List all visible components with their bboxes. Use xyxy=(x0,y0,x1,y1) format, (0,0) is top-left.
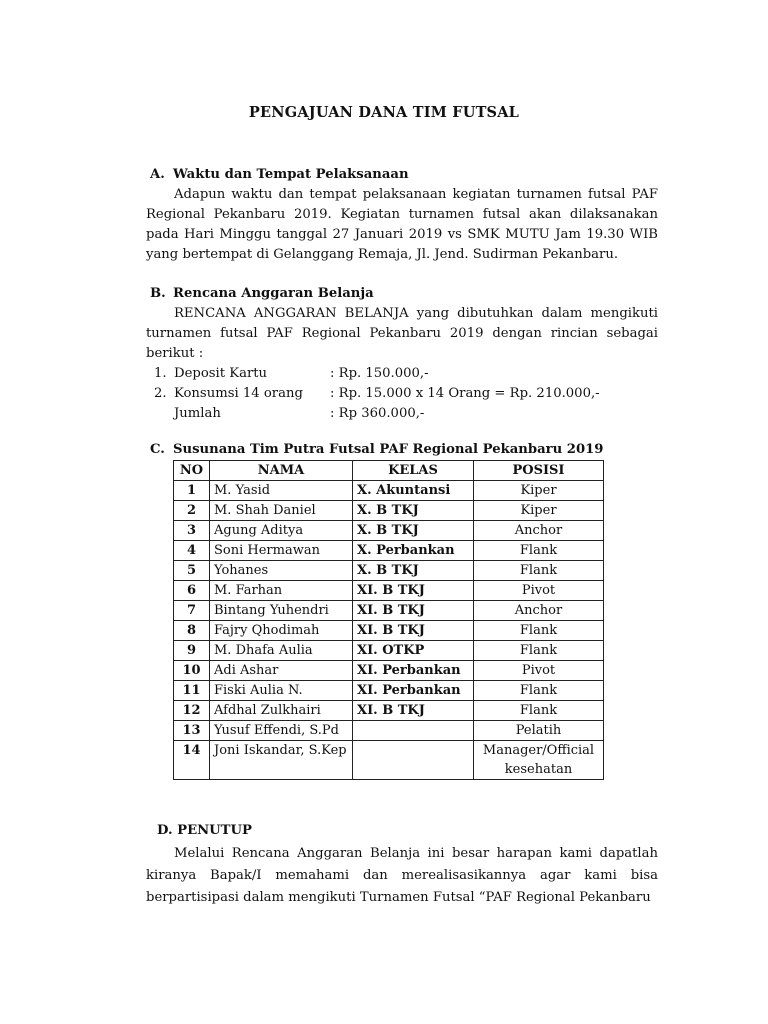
table-row xyxy=(174,721,604,741)
budget-item-number: 2. xyxy=(154,386,167,401)
section-a-heading xyxy=(146,165,658,185)
cell-no: 12 xyxy=(174,701,210,721)
table-row xyxy=(174,561,604,581)
budget-item-value: : Rp. 150.000,- xyxy=(330,366,429,381)
cell-no: 1 xyxy=(174,481,210,501)
cell-kelas: XI. Perbankan xyxy=(353,681,474,701)
cell-kelas xyxy=(353,741,474,780)
table-row xyxy=(174,741,604,780)
budget-item-label: Konsumsi 14 orang xyxy=(174,386,303,401)
cell-no: 7 xyxy=(174,601,210,621)
cell-nama: Yusuf Effendi, S.Pd xyxy=(210,721,353,741)
cell-nama: M. Shah Daniel xyxy=(210,501,353,521)
cell-no: 11 xyxy=(174,681,210,701)
cell-posisi: Flank xyxy=(474,641,604,661)
cell-posisi: Flank xyxy=(474,561,604,581)
cell-nama: Fajry Qhodimah xyxy=(210,621,353,641)
team-table-body xyxy=(174,481,604,780)
table-row xyxy=(174,661,604,681)
cell-nama: Adi Ashar xyxy=(210,661,353,681)
cell-posisi: Manager/Official kesehatan xyxy=(474,741,604,780)
cell-nama: M. Farhan xyxy=(210,581,353,601)
team-table xyxy=(173,460,604,780)
cell-kelas: XI. B TKJ xyxy=(353,621,474,641)
section-d-paragraph: Melalui Rencana Anggaran Belanja ini besar harapan kami dapatlah kiranya Bapak/I memahami dan merealisasikannya agar kami bisa berpartisipasi dalam mengikuti Turnamen Futsal “PAF Regional Pekanbaru xyxy=(146,846,658,905)
cell-nama: Joni Iskandar, S.Kep xyxy=(210,741,353,780)
cell-no: 5 xyxy=(174,561,210,581)
cell-nama: Agung Aditya xyxy=(210,521,353,541)
cell-no: 2 xyxy=(174,501,210,521)
table-row xyxy=(174,521,604,541)
cell-kelas: X. Akuntansi xyxy=(353,481,474,501)
cell-kelas: XI. B TKJ xyxy=(353,701,474,721)
section-a-paragraph: Adapun waktu dan tempat pelaksanaan kegiatan turnamen futsal PAF Regional Pekanbaru 2019. Kegiatan turnamen futsal akan dilaksanakan pada Hari Minggu tanggal 27 Januari 2019 vs SMK MUTU Jam 19.30 WIB yang bertempat di Gelanggang Remaja, Jl. Jend. Sudirman Pekanbaru. xyxy=(146,187,658,262)
cell-kelas: XI. B TKJ xyxy=(353,601,474,621)
table-row xyxy=(174,481,604,501)
budget-total xyxy=(146,404,658,424)
cell-posisi: Pivot xyxy=(474,661,604,681)
cell-posisi: Anchor xyxy=(474,601,604,621)
section-a xyxy=(146,165,658,265)
budget-total-label: Jumlah xyxy=(174,406,221,421)
budget-list xyxy=(146,364,658,424)
cell-posisi: Flank xyxy=(474,701,604,721)
table-row xyxy=(174,641,604,661)
cell-nama: M. Yasid xyxy=(210,481,353,501)
section-b-letter: B. xyxy=(150,286,166,301)
cell-posisi: Pivot xyxy=(474,581,604,601)
table-row xyxy=(174,681,604,701)
document-title: PENGAJUAN DANA TIM FUTSAL xyxy=(248,104,520,121)
cell-posisi: Pelatih xyxy=(474,721,604,741)
table-row xyxy=(174,541,604,561)
section-d-heading: D. PENUTUP xyxy=(157,823,252,838)
cell-nama: Bintang Yuhendri xyxy=(210,601,353,621)
section-b-paragraph: RENCANA ANGGARAN BELANJA yang dibutuhkan dalam mengikuti turnamen futsal PAF Regional Pekanbaru 2019 dengan rincian sebagai berikut : xyxy=(146,306,658,361)
cell-kelas: XI. B TKJ xyxy=(353,581,474,601)
section-a-letter: A. xyxy=(150,167,165,182)
cell-kelas: X. B TKJ xyxy=(353,561,474,581)
section-b-title: Rencana Anggaran Belanja xyxy=(173,286,374,301)
cell-nama: Yohanes xyxy=(210,561,353,581)
cell-kelas: XI. Perbankan xyxy=(353,661,474,681)
cell-no: 3 xyxy=(174,521,210,541)
cell-posisi: Flank xyxy=(474,681,604,701)
cell-no: 14 xyxy=(174,741,210,780)
header-nama: NAMA xyxy=(210,461,353,481)
cell-no: 9 xyxy=(174,641,210,661)
table-row xyxy=(174,581,604,601)
cell-no: 4 xyxy=(174,541,210,561)
budget-item xyxy=(146,384,658,404)
cell-kelas xyxy=(353,721,474,741)
budget-total-value: : Rp 360.000,- xyxy=(330,406,425,421)
section-c xyxy=(146,440,658,460)
cell-posisi: Kiper xyxy=(474,481,604,501)
budget-item-number: 1. xyxy=(154,366,167,381)
cell-no: 6 xyxy=(174,581,210,601)
cell-posisi: Flank xyxy=(474,621,604,641)
cell-posisi: Flank xyxy=(474,541,604,561)
table-row xyxy=(174,601,604,621)
team-table-header xyxy=(174,461,604,481)
cell-kelas: X. B TKJ xyxy=(353,521,474,541)
cell-kelas: X. Perbankan xyxy=(353,541,474,561)
table-row xyxy=(174,501,604,521)
budget-item-label: Deposit Kartu xyxy=(174,366,268,381)
section-b xyxy=(146,284,658,424)
cell-kelas: XI. OTKP xyxy=(353,641,474,661)
table-row xyxy=(174,701,604,721)
cell-nama: Afdhal Zulkhairi xyxy=(210,701,353,721)
section-a-title: Waktu dan Tempat Pelaksanaan xyxy=(173,167,409,182)
section-c-letter: C. xyxy=(150,442,165,457)
budget-item xyxy=(146,364,658,384)
cell-no: 13 xyxy=(174,721,210,741)
header-kelas: KELAS xyxy=(353,461,474,481)
table-row xyxy=(174,621,604,641)
budget-item-value: : Rp. 15.000 x 14 Orang = Rp. 210.000,- xyxy=(330,386,600,401)
cell-nama: Fiski Aulia N. xyxy=(210,681,353,701)
cell-nama: Soni Hermawan xyxy=(210,541,353,561)
cell-kelas: X. B TKJ xyxy=(353,501,474,521)
section-c-heading xyxy=(146,440,658,460)
cell-nama: M. Dhafa Aulia xyxy=(210,641,353,661)
section-c-title: Susunana Tim Putra Futsal PAF Regional Pekanbaru 2019 xyxy=(173,442,604,457)
cell-no: 10 xyxy=(174,661,210,681)
cell-posisi: Anchor xyxy=(474,521,604,541)
header-no: NO xyxy=(174,461,210,481)
header-posisi: POSISI xyxy=(474,461,604,481)
cell-no: 8 xyxy=(174,621,210,641)
cell-posisi: Kiper xyxy=(474,501,604,521)
section-b-heading xyxy=(146,284,658,304)
